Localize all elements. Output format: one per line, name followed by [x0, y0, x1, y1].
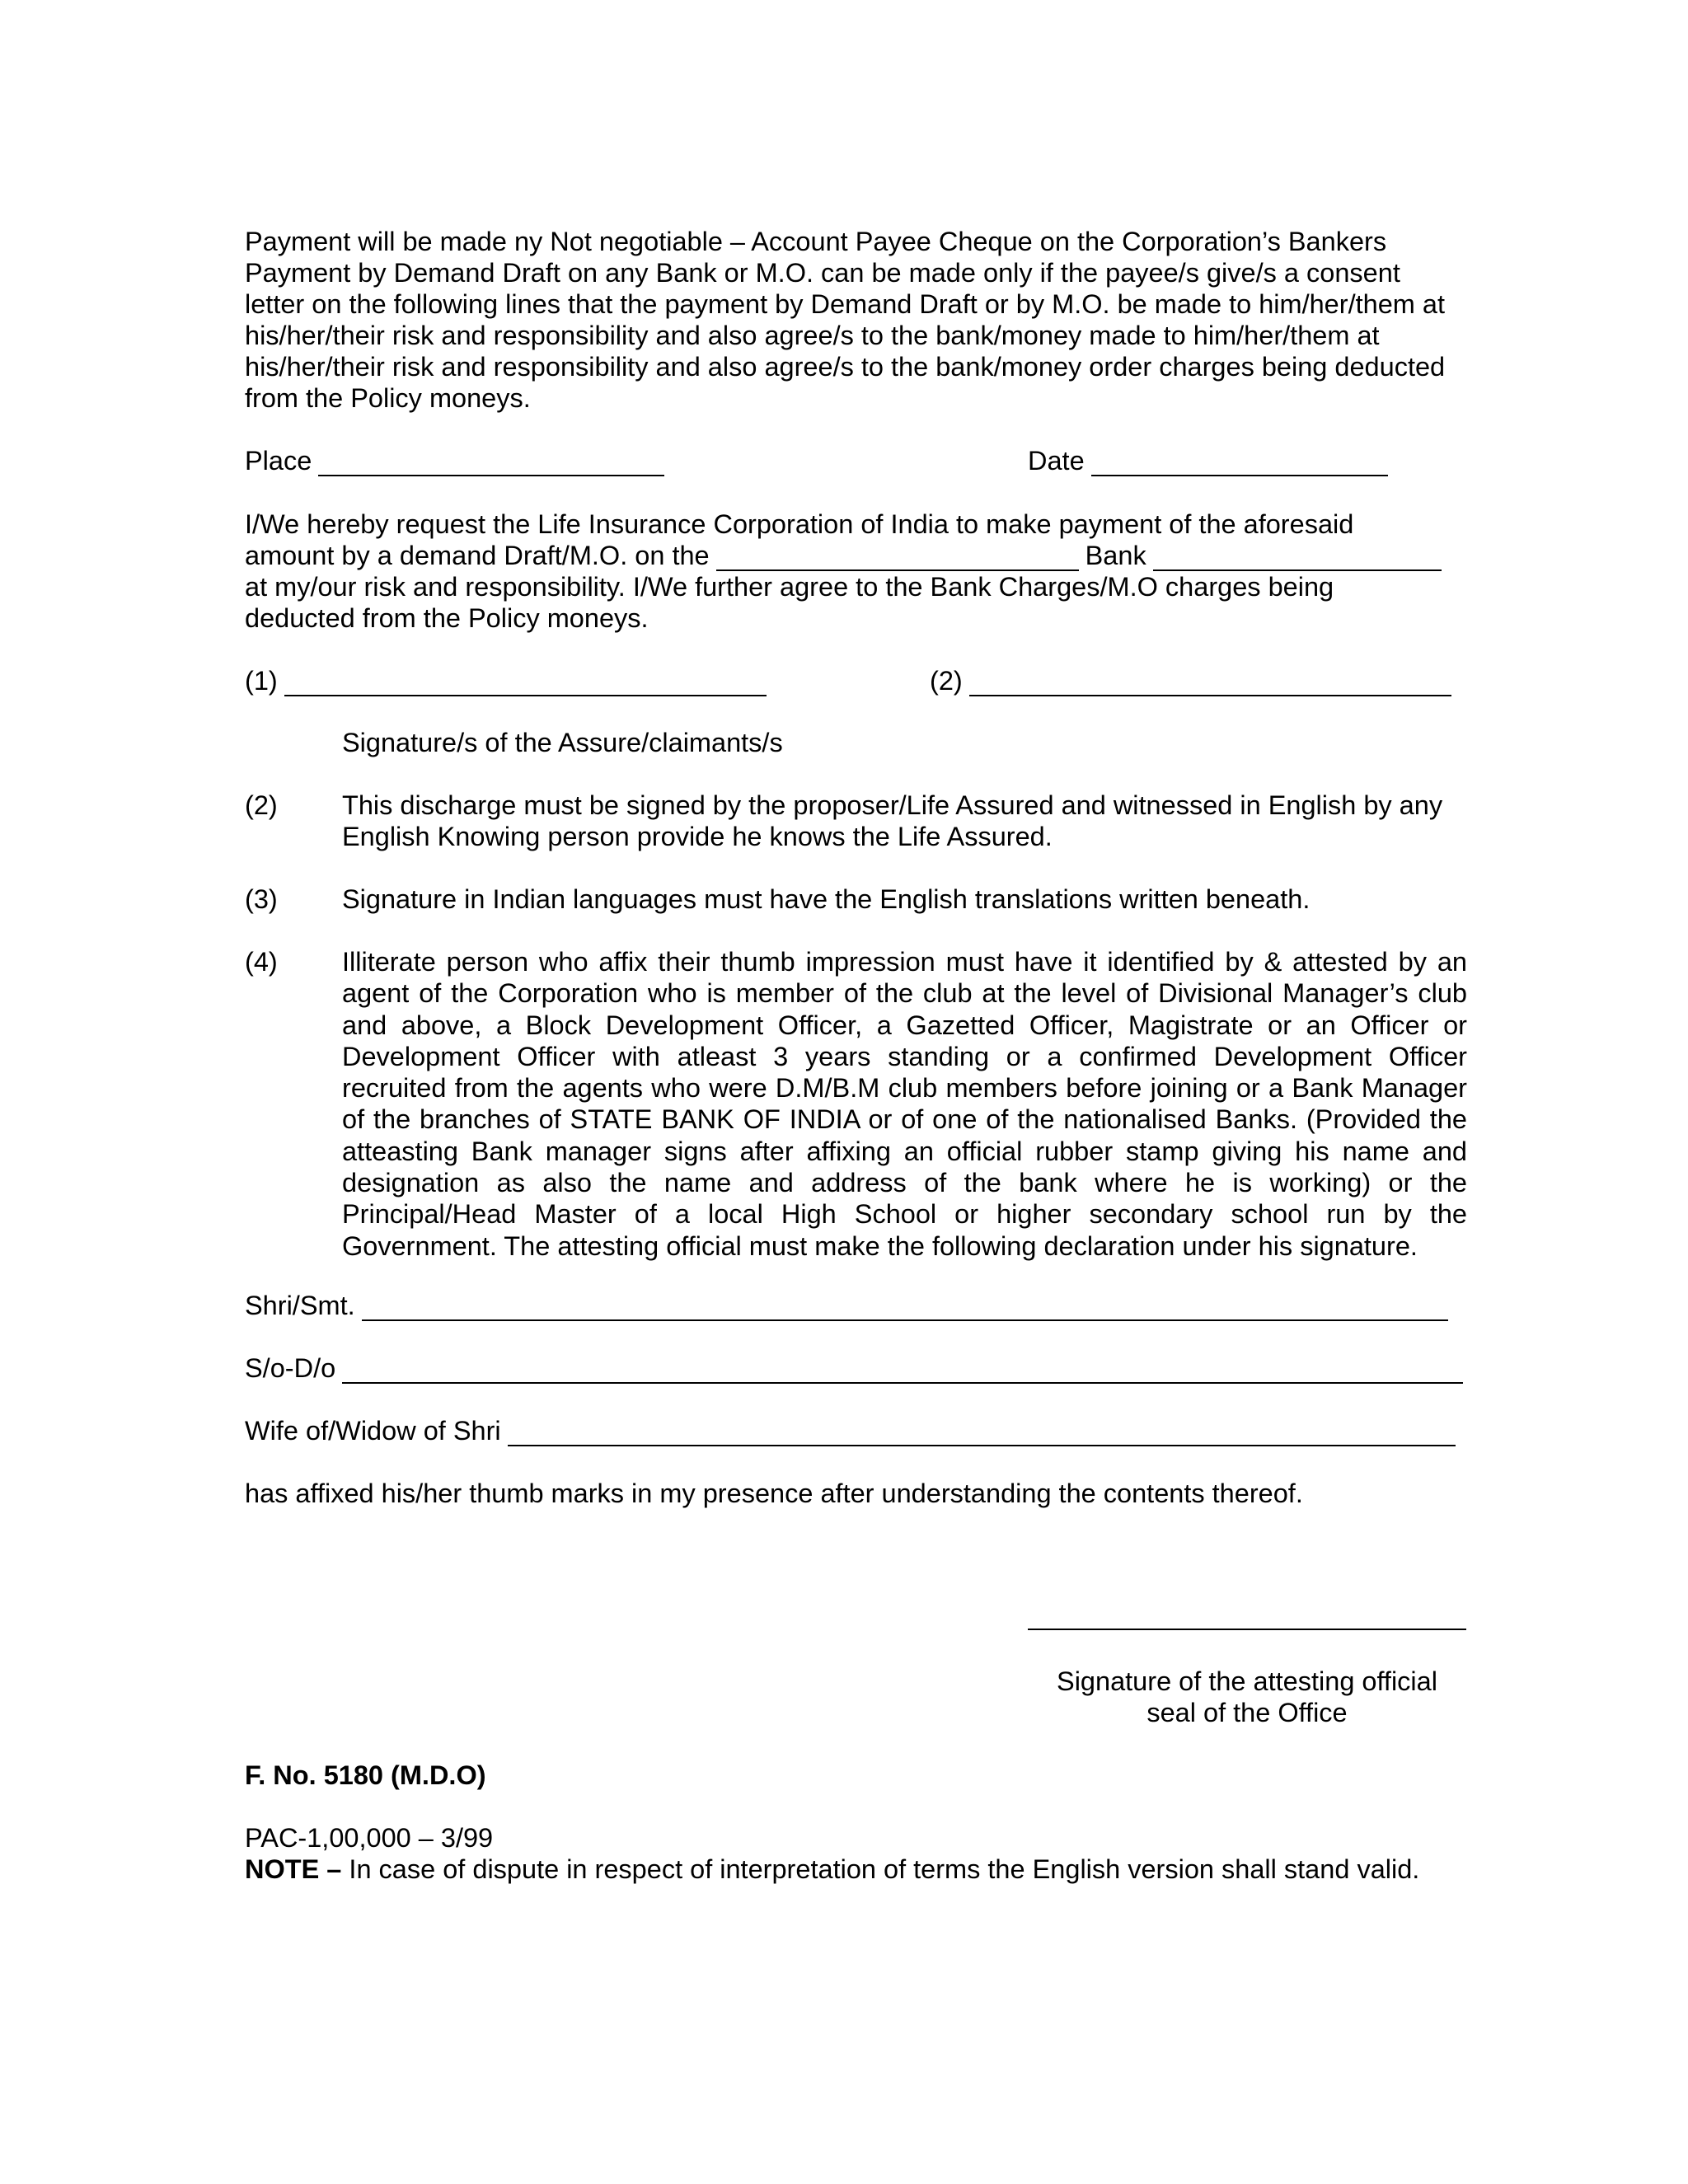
wife-widow-field: [245, 1415, 1456, 1446]
so-do-input-line[interactable]: [342, 1359, 1463, 1384]
wife-widow-input-line[interactable]: [508, 1422, 1456, 1446]
footer-note: [245, 1854, 1419, 1885]
item-2-text: This discharge must be signed by the proposer/Life Assured and witnessed in English by any English Knowing person provide he knows the Life Assured.: [342, 790, 1443, 852]
note-label: NOTE –: [245, 1854, 342, 1884]
bank-label: Bank: [1085, 541, 1146, 570]
signature-slot-1: [245, 665, 767, 696]
so-do-field: [245, 1352, 1463, 1384]
request-line-3: at my/our risk and responsibility. I/We further agree to the Bank Charges/M.O charges being: [245, 572, 1334, 602]
date-label: Date: [1028, 446, 1085, 476]
signature-2-input-line[interactable]: [969, 672, 1451, 696]
place-label: Place: [245, 446, 312, 476]
signature-1-input-line[interactable]: [284, 672, 767, 696]
payment-line-6: from the Policy moneys.: [245, 383, 531, 413]
item-3-number: (3): [245, 884, 278, 914]
payment-line-2: Payment by Demand Draft on any Bank or M.O. can be made only if the payee/s give/s a consent: [245, 258, 1400, 288]
attesting-caption-1: Signature of the attesting official: [1057, 1666, 1437, 1696]
print-code: PAC-1,00,000 – 3/99: [245, 1823, 494, 1853]
place-input-line[interactable]: [318, 452, 664, 476]
request-line-4: deducted from the Policy moneys.: [245, 603, 649, 633]
payment-line-4: his/her/their risk and responsibility and also agree/s to the bank/money made to him/her/them at: [245, 321, 1380, 350]
date-field: [1028, 445, 1388, 476]
wife-widow-label: Wife of/Widow of Shri: [245, 1416, 501, 1446]
signature-slot-2-label: (2): [930, 666, 963, 696]
signature-slot-2: [930, 665, 1451, 696]
shri-smt-label: Shri/Smt.: [245, 1291, 355, 1320]
request-line-2: [245, 540, 1442, 571]
bank-branch-input-line[interactable]: [716, 546, 1079, 571]
payment-line-1: Payment will be made ny Not negotiable – Account Payee Cheque on the Corporation’s Bankers: [245, 227, 1387, 256]
signature-caption: Signature/s of the Assure/claimants/s: [342, 728, 783, 757]
item-4-number: (4): [245, 947, 278, 977]
so-do-label: S/o-D/o: [245, 1353, 336, 1383]
signature-slot-1-label: (1): [245, 666, 278, 696]
request-line-2-prefix: amount by a demand Draft/M.O. on the: [245, 541, 710, 570]
shri-smt-input-line[interactable]: [362, 1296, 1448, 1321]
request-line-1: I/We hereby request the Life Insurance Corporation of India to make payment of the aforesaid: [245, 509, 1354, 539]
item-2-number: (2): [245, 790, 278, 820]
item-3-text: Signature in Indian languages must have the English translations written beneath.: [342, 884, 1311, 914]
place-field: [245, 445, 664, 476]
payment-line-5: his/her/their risk and responsibility and also agree/s to the bank/money order charges being deducted: [245, 352, 1446, 382]
payment-line-3: letter on the following lines that the payment by Demand Draft or by M.O. be made to him/her/them at: [245, 289, 1445, 319]
affixed-statement: has affixed his/her thumb marks in my presence after understanding the contents thereof.: [245, 1479, 1303, 1508]
attesting-caption-2: seal of the Office: [1146, 1698, 1348, 1727]
date-input-line[interactable]: [1091, 452, 1388, 476]
shri-smt-field: [245, 1290, 1448, 1321]
form-number: F. No. 5180 (M.D.O): [245, 1760, 486, 1790]
note-text: In case of dispute in respect of interpretation of terms the English version shall stand valid.: [341, 1854, 1420, 1884]
attesting-signature-line[interactable]: [1028, 1629, 1466, 1630]
bank-name-input-line[interactable]: [1153, 546, 1442, 571]
item-4-text: Illiterate person who affix their thumb impression must have it identified by & attested by an agent of the Corporation who is member of the club at the level of Divisional Manager’s club and above, a Block Development Officer, a Gazetted Officer, Magistrate or an Officer or Development Officer with atleast 3 years standing or a confirmed Development Officer recruited from the agents who were D.M/B.M club members before joining or a Bank Manager of the branches of STATE BANK OF INDIA or of one of the nationalised Banks. (Provided the atteasting Bank manager signs after affixing an official rubber stamp giving his name and designation as also the name and address of the bank where he is working) or the Principal/Head Master of a local High School or higher secondary school run by the Government. The attesting official must make the following declaration under his signature.: [342, 947, 1467, 1261]
